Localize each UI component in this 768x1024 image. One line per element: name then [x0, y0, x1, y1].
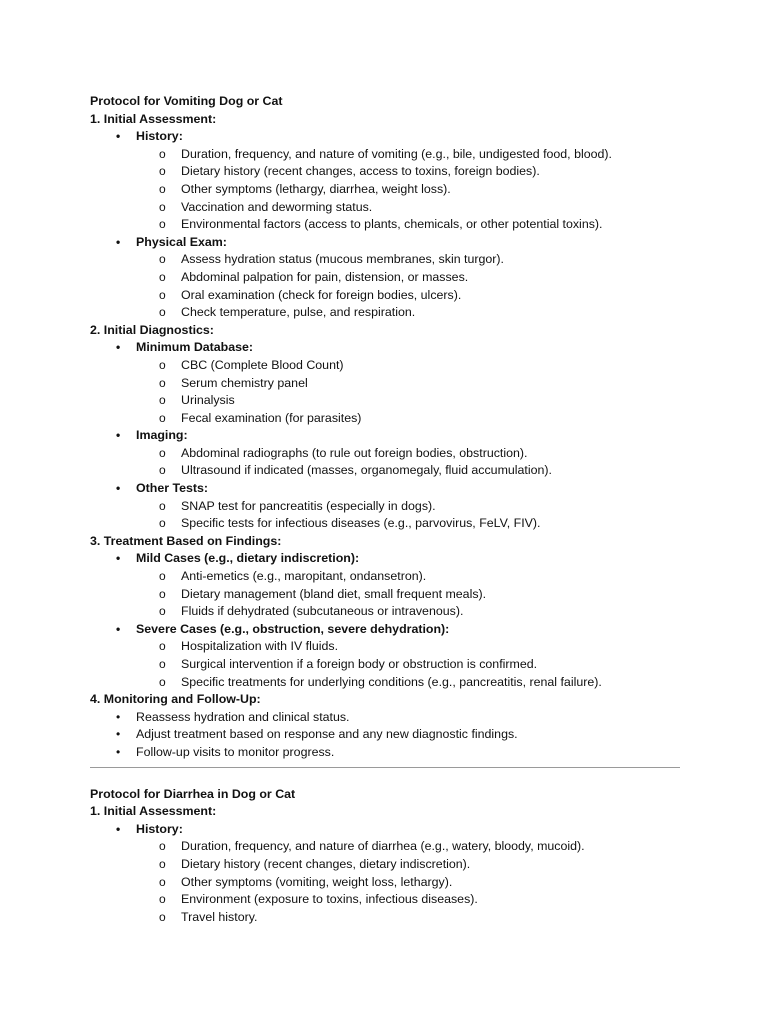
list-item: o Dietary management (bland diet, small frequent meals).: [90, 586, 690, 604]
circle-bullet-icon: o: [159, 287, 166, 302]
list-item: o Dietary history (recent changes, dietary indiscretion).: [90, 856, 690, 874]
document-body: [90, 93, 690, 926]
circle-bullet-icon: o: [159, 874, 166, 889]
bullet-severe-cases: [90, 621, 690, 639]
circle-bullet-icon: o: [159, 657, 166, 671]
list-item: o Duration, frequency, and nature of diarrhea (e.g., watery, bloody, mucoid).: [90, 838, 690, 856]
list-item: o Travel history.: [90, 909, 690, 927]
bullet-icon: •: [116, 428, 121, 443]
list-item: o Check temperature, pulse, and respiration.: [90, 304, 690, 322]
list-item: o Fluids if dehydrated (subcutaneous or intravenous).: [90, 603, 690, 621]
circle-bullet-icon: o: [159, 252, 166, 267]
list-item: o Serum chemistry panel: [90, 375, 690, 393]
list-item: o Abdominal palpation for pain, distension, or masses.: [90, 269, 690, 287]
bullet-minimum-database: [90, 339, 690, 357]
list-item: o Urinalysis: [90, 392, 690, 410]
list-item: o Specific treatments for underlying conditions (e.g., pancreatitis, renal failure).: [90, 674, 690, 692]
list-item: o CBC (Complete Blood Count): [90, 357, 690, 375]
bullet-icon: •: [116, 821, 121, 836]
subheading: Minimum Database:: [136, 340, 254, 355]
circle-bullet-icon: o: [159, 909, 166, 924]
list-item: o Specific tests for infectious diseases (e.g., parvovirus, FeLV, FIV).: [90, 515, 690, 533]
list-item: o Environment (exposure to toxins, infectious diseases).: [90, 891, 690, 909]
circle-bullet-icon: o: [159, 269, 166, 284]
list-item: o Assess hydration status (mucous membranes, skin turgor).: [90, 251, 690, 269]
bullet-physical-exam: [90, 234, 690, 252]
circle-bullet-icon: o: [159, 463, 166, 478]
bullet-icon: •: [116, 340, 121, 355]
circle-bullet-icon: o: [159, 375, 166, 390]
bullet-icon: •: [116, 727, 121, 742]
circle-bullet-icon: o: [159, 181, 166, 196]
circle-bullet-icon: o: [159, 393, 166, 408]
heading-initial-assessment: 1. Initial Assessment:: [90, 804, 217, 819]
bullet-icon: •: [116, 129, 121, 144]
circle-bullet-icon: o: [159, 604, 166, 619]
subheading: Imaging:: [136, 428, 188, 443]
bullet-mild-cases: [90, 550, 690, 568]
circle-bullet-icon: o: [159, 164, 166, 179]
bullet-icon: •: [116, 234, 121, 249]
circle-bullet-icon: o: [159, 146, 166, 161]
circle-bullet-icon: o: [159, 498, 166, 513]
bullet-icon: •: [116, 744, 121, 759]
bullet-history: [90, 128, 690, 146]
subheading: History:: [136, 129, 183, 144]
circle-bullet-icon: o: [159, 305, 166, 320]
heading-treatment: 3. Treatment Based on Findings:: [90, 533, 282, 548]
list-item: • Follow-up visits to monitor progress.: [90, 744, 690, 762]
list-item: o Anti-emetics (e.g., maropitant, ondansetron).: [90, 568, 690, 586]
list-item: • Reassess hydration and clinical status.: [90, 709, 690, 727]
list-item: • Adjust treatment based on response and any new diagnostic findings.: [90, 726, 690, 744]
section-title: Protocol for Diarrhea in Dog or Cat: [90, 786, 296, 801]
circle-bullet-icon: o: [159, 445, 166, 460]
heading-initial-assessment: 1. Initial Assessment:: [90, 111, 217, 126]
subheading: History:: [136, 821, 183, 836]
list-item: o Hospitalization with IV fluids.: [90, 638, 690, 656]
circle-bullet-icon: o: [159, 199, 166, 214]
heading-initial-diagnostics: 2. Initial Diagnostics:: [90, 322, 214, 337]
list-item: o Duration, frequency, and nature of vomiting (e.g., bile, undigested food, blood).: [90, 146, 690, 164]
list-item: o Environmental factors (access to plants, chemicals, or other potential toxins).: [90, 216, 690, 234]
circle-bullet-icon: o: [159, 856, 166, 871]
subheading: Physical Exam:: [136, 234, 227, 249]
bullet-imaging: [90, 427, 690, 445]
list-item: o Oral examination (check for foreign bodies, ulcers).: [90, 287, 690, 305]
heading-monitoring: 4. Monitoring and Follow-Up:: [90, 692, 261, 707]
diarrhea-protocol-section: [90, 786, 690, 927]
bullet-icon: •: [116, 621, 121, 636]
list-item: o Surgical intervention if a foreign body or obstruction is confirmed.: [90, 656, 690, 674]
circle-bullet-icon: o: [159, 410, 166, 425]
circle-bullet-icon: o: [159, 639, 166, 654]
circle-bullet-icon: o: [159, 892, 166, 907]
circle-bullet-icon: o: [159, 586, 166, 601]
list-item: o Dietary history (recent changes, access to toxins, foreign bodies).: [90, 163, 690, 181]
list-item: o Other symptoms (vomiting, weight loss, lethargy).: [90, 874, 690, 892]
section-divider: [90, 767, 680, 768]
subheading: Severe Cases (e.g., obstruction, severe dehydration):: [136, 621, 450, 636]
circle-bullet-icon: o: [159, 217, 166, 232]
vomiting-protocol-section: [90, 93, 690, 762]
list-item: o Other symptoms (lethargy, diarrhea, weight loss).: [90, 181, 690, 199]
circle-bullet-icon: o: [159, 674, 166, 689]
bullet-other-tests: [90, 480, 690, 498]
bullet-icon: •: [116, 551, 121, 566]
list-item: o Ultrasound if indicated (masses, organomegaly, fluid accumulation).: [90, 462, 690, 480]
list-item: o Abdominal radiographs (to rule out foreign bodies, obstruction).: [90, 445, 690, 463]
bullet-icon: •: [116, 709, 121, 724]
list-item: o Fecal examination (for parasites): [90, 410, 690, 428]
bullet-icon: •: [116, 481, 121, 496]
section-title: Protocol for Vomiting Dog or Cat: [90, 94, 283, 108]
circle-bullet-icon: o: [159, 357, 166, 372]
subheading: Mild Cases (e.g., dietary indiscretion):: [136, 551, 360, 566]
list-item: o Vaccination and deworming status.: [90, 199, 690, 217]
subheading: Other Tests:: [136, 481, 209, 496]
circle-bullet-icon: o: [159, 516, 166, 531]
circle-bullet-icon: o: [159, 839, 166, 854]
list-item: o SNAP test for pancreatitis (especially in dogs).: [90, 498, 690, 516]
circle-bullet-icon: o: [159, 569, 166, 584]
bullet-history: [90, 821, 690, 839]
